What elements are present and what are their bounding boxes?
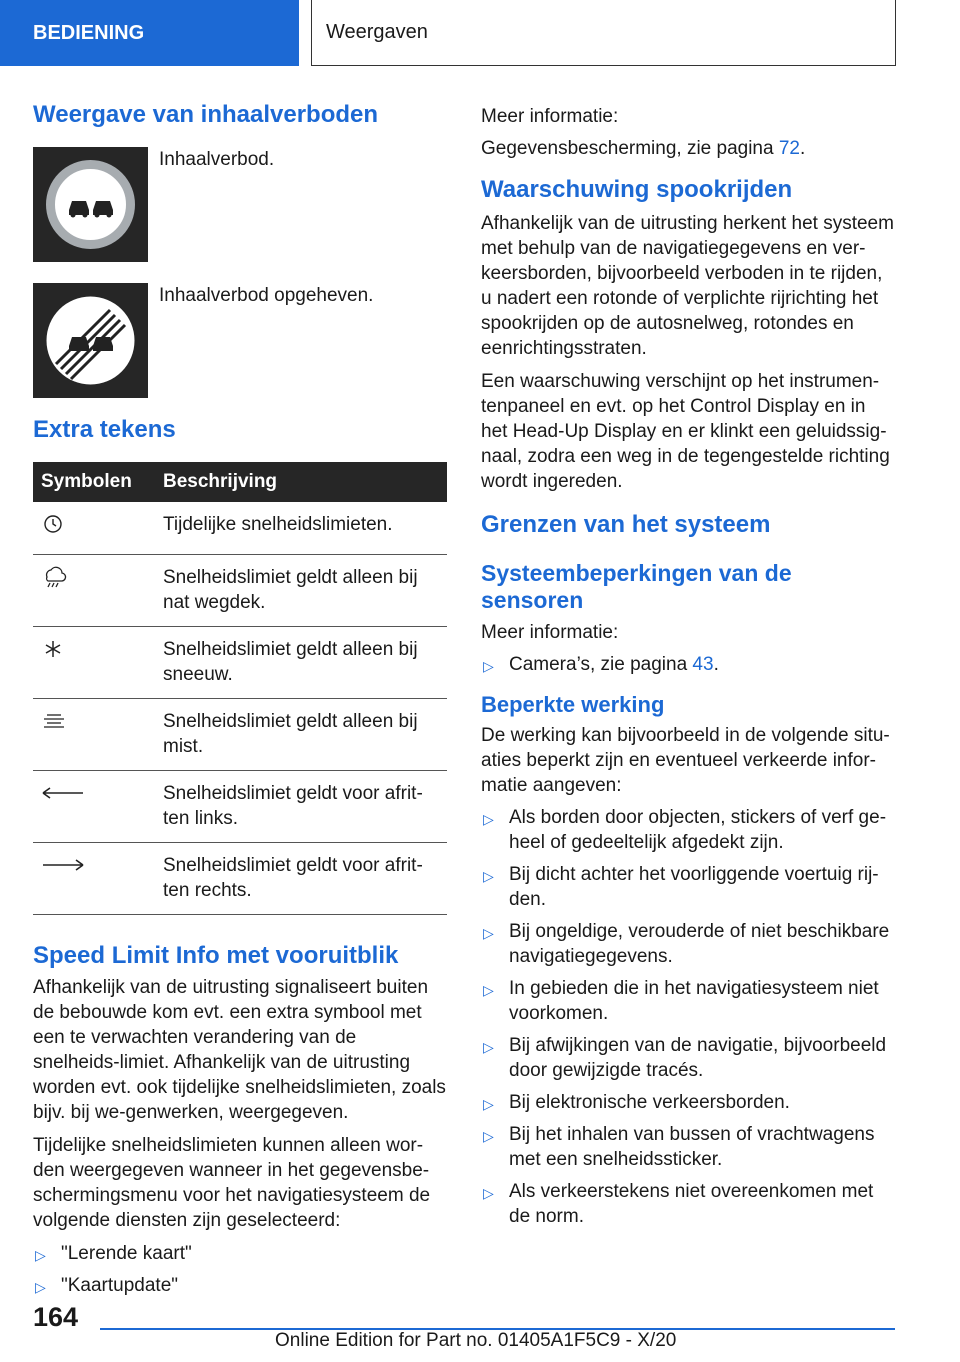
- heading-speed-limit-info: Speed Limit Info met vooruitblik: [33, 942, 399, 969]
- fog-icon: [41, 717, 67, 738]
- triangle-bullet-icon: ▷: [483, 868, 494, 884]
- right-column: [481, 100, 897, 1236]
- triangle-bullet-icon: ▷: [35, 1247, 46, 1263]
- page-link[interactable]: 72: [778, 138, 800, 159]
- table-cell: Snelheidslimiet geldt alleen bij nat wegdek.: [163, 555, 447, 627]
- triangle-bullet-icon: ▷: [483, 1128, 494, 1144]
- sign-label: Inhaalverbod.: [159, 149, 275, 170]
- table-row: [33, 502, 447, 555]
- triangle-bullet-icon: ▷: [483, 1185, 494, 1201]
- table-cell: Snelheidslimiet geldt voor afrit-ten rechts.: [163, 843, 447, 915]
- triangle-bullet-icon: ▷: [483, 1039, 494, 1055]
- table-cell: Snelheidslimiet geldt alleen bij mist.: [163, 699, 447, 771]
- page-footer: [0, 1290, 960, 1362]
- heading-sensoren: Systeembeperkingen van de sensoren: [481, 560, 792, 613]
- clock-icon: [41, 520, 65, 541]
- snowflake-icon: [41, 645, 65, 666]
- list-item: ▷ Als borden door objecten, stickers of verf ge-heel of gedeeltelijk afgedekt zijn.: [483, 807, 887, 853]
- paragraph: Afhankelijk van de uitrusting signaliseert buiten de bebouwde kom evt. een extra symbool met een te verwachten verandering van de snelheids-limiet. Afhankelijk van de uitrusting worden evt. ook tijdelijke snelheidslimieten, zoals bijv. bij we-genwerken, weergegeven.: [33, 977, 446, 1123]
- page-number: 164: [33, 1302, 79, 1332]
- left-column: [33, 100, 447, 1305]
- table-header-row: [33, 462, 447, 502]
- list-item: ▷ Camera’s, zie pagina 43.: [481, 652, 897, 677]
- heading-spookrijden: Waarschuwing spookrijden: [481, 176, 793, 203]
- symbols-table: [33, 462, 447, 915]
- list-item: ▷ "Lerende kaart": [33, 1241, 447, 1266]
- heading-beperkte-werking: Beperkte werking: [481, 692, 665, 717]
- table-row: [33, 843, 447, 915]
- heading-inhaalverboden: Weergave van inhaalverboden: [33, 101, 379, 128]
- table-cell: Tijdelijke snelheidslimieten.: [163, 502, 447, 555]
- list-item: ▷ "Kaartupdate": [33, 1273, 447, 1298]
- table-row: [33, 699, 447, 771]
- bullet-list: [481, 805, 897, 1229]
- list-item: ▷ Bij elektronische verkeersborden.: [481, 1090, 897, 1115]
- paragraph: Meer informatie:: [481, 106, 619, 127]
- chapter-title: Weergaven: [311, 0, 896, 66]
- triangle-bullet-icon: ▷: [483, 925, 494, 941]
- list-item: ▷ Bij afwijkingen van de navigatie, bijvoorbeeld door gewijzigde tracés.: [483, 1035, 887, 1081]
- paragraph: Afhankelijk van de uitrusting herkent het systeem met behulp van de navigatiegegevens en ver-keersborden, bijvoorbeeld verboden in te rijden, u nadert een rotonde of verplichte rijrichting het spookrijden op de autosnelweg, rotondes en eenrichtingsstraten.: [481, 213, 894, 359]
- heading-grenzen: Grenzen van het systeem: [481, 511, 771, 538]
- sign-label: Inhaalverbod opgeheven.: [159, 285, 374, 306]
- arrow-right-icon: [41, 861, 85, 882]
- table-row: [33, 771, 447, 843]
- arrow-left-icon: [41, 789, 85, 810]
- no-overtaking-sign-icon: [33, 147, 148, 262]
- sign-row-inhaalverbod: [33, 147, 447, 263]
- table-row: [33, 555, 447, 627]
- list-item: ▷ In gebieden die in het navigatiesysteem niet voorkomen.: [483, 978, 879, 1024]
- sign-row-inhaalverbod-opgeheven: [33, 283, 447, 399]
- list-item: ▷ Bij dicht achter het voorliggende voertuig rij-den.: [483, 864, 879, 910]
- triangle-bullet-icon: ▷: [35, 1279, 46, 1295]
- page-header: [0, 0, 960, 66]
- paragraph: Tijdelijke snelheidslimieten kunnen alleen wor-den weergegeven wanneer in het gegevensbe-schermingsmenu voor het navigatiesysteem de volgende diensten zijn geselecteerd:: [33, 1135, 431, 1231]
- page-link[interactable]: 43: [692, 654, 714, 675]
- triangle-bullet-icon: ▷: [483, 811, 494, 827]
- list-item: ▷ Bij ongeldige, verouderde of niet beschikbare navigatiegegevens.: [483, 921, 890, 967]
- rain-cloud-icon: [41, 573, 67, 594]
- section-tab: BEDIENING: [0, 0, 299, 66]
- list-item: ▷ Als verkeerstekens niet overeenkomen met de norm.: [483, 1181, 874, 1227]
- paragraph: Gegevensbescherming, zie pagina 72.: [481, 138, 806, 159]
- triangle-bullet-icon: ▷: [483, 982, 494, 998]
- table-cell: Snelheidslimiet geldt alleen bij sneeuw.: [163, 627, 447, 699]
- table-cell: Snelheidslimiet geldt voor afrit-ten links.: [163, 771, 447, 843]
- heading-extra-tekens: Extra tekens: [33, 416, 176, 443]
- paragraph: Een waarschuwing verschijnt op het instrumen-tenpaneel en evt. op het Control Display en in het Head-Up Display en er klinkt een geluidssig-naal, zodra een weg in de tegengestelde richting wordt ingereden.: [481, 371, 890, 492]
- triangle-bullet-icon: ▷: [483, 1096, 494, 1112]
- list-item: ▷ Bij het inhalen van bussen of vrachtwagens met een snelheidssticker.: [483, 1124, 875, 1170]
- paragraph: De werking kan bijvoorbeeld in de volgende situ-aties beperkt zijn en eventueel verkeerde infor-matie aangeven:: [481, 725, 890, 796]
- triangle-bullet-icon: ▷: [483, 658, 494, 674]
- bullet-list: [481, 652, 897, 677]
- table-row: [33, 627, 447, 699]
- end-no-overtaking-sign-icon: [33, 283, 148, 398]
- edition-text: Online Edition for Part no. 01405A1F5C9 - X/20: [275, 1330, 677, 1351]
- paragraph: Meer informatie:: [481, 622, 619, 643]
- column-header: Symbolen: [33, 462, 163, 502]
- column-header: Beschrijving: [163, 462, 447, 502]
